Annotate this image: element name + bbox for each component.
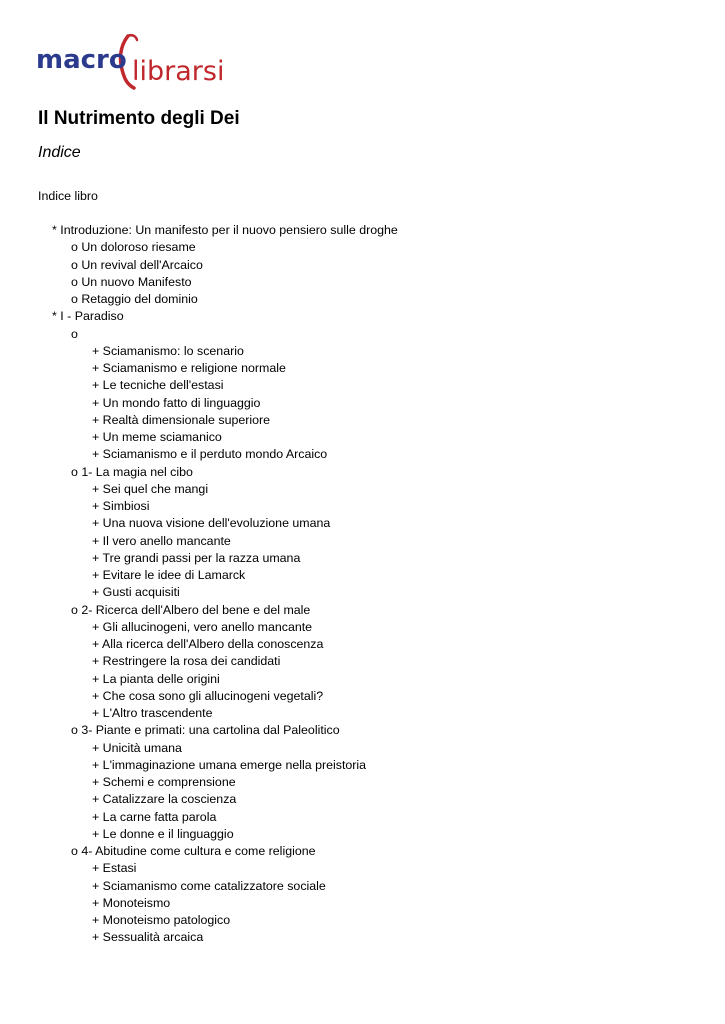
toc-item: o 2- Ricerca dell'Albero del bene e del male xyxy=(71,602,311,617)
toc-item: + Il vero anello mancante xyxy=(92,533,231,548)
toc-item: o 1- La magia nel cibo xyxy=(71,464,193,479)
toc-item: + Unicità umana xyxy=(92,740,182,755)
toc-item: + Monoteismo xyxy=(92,895,171,910)
toc-item: + Una nuova visione dell'evoluzione umana xyxy=(92,516,331,531)
toc-item: + Restringere la rosa dei candidati xyxy=(92,654,281,669)
toc-item: + Evitare le idee di Lamarck xyxy=(92,568,246,582)
toc-item: + Monoteismo patologico xyxy=(92,913,231,927)
toc-item: + Che cosa sono gli allucinogeni vegetali? xyxy=(92,688,324,703)
toc-item: + Estasi xyxy=(92,861,137,876)
toc-item: + Alla ricerca dell'Albero della conoscenza xyxy=(92,637,324,651)
toc-item: o xyxy=(71,326,78,341)
intro-text: Indice libro xyxy=(38,189,98,203)
table-of-contents xyxy=(0,222,725,947)
toc-item: o Un revival dell'Arcaico xyxy=(71,257,203,272)
toc-item: + Sciamanismo e religione normale xyxy=(92,361,286,375)
toc-item: + Catalizzare la coscienza xyxy=(92,792,237,807)
logo-word-macro: macro xyxy=(36,45,127,75)
toc-item: o Un nuovo Manifesto xyxy=(71,274,192,289)
toc-item: + Tre grandi passi per la razza umana xyxy=(92,550,301,565)
toc-item: + Sciamanismo come catalizzatore sociale xyxy=(92,878,326,893)
logo-word-librarsi: librarsi xyxy=(132,56,225,87)
toc-item: + Sei quel che mangi xyxy=(92,481,209,496)
toc-item: + La pianta delle origini xyxy=(92,671,220,686)
toc-item: + Sciamanismo e il perduto mondo Arcaico xyxy=(92,447,328,462)
toc-item: + Realtà dimensionale superiore xyxy=(92,412,271,427)
toc-item: + Gli allucinogeni, vero anello mancante xyxy=(92,619,313,634)
logo-graphic xyxy=(36,30,236,90)
toc-item: + Le tecniche dell'estasi xyxy=(92,378,224,393)
toc-item: + L'immaginazione umana emerge nella preistoria xyxy=(92,757,367,772)
toc-item: + Sessualità arcaica xyxy=(92,930,204,945)
page-title: Il Nutrimento degli Dei xyxy=(38,108,240,129)
toc-item: + L'Altro trascendente xyxy=(92,706,213,720)
toc-item: o Retaggio del dominio xyxy=(71,292,198,306)
toc-item: + Un meme sciamanico xyxy=(92,430,222,444)
toc-item: * Introduzione: Un manifesto per il nuovo pensiero sulle droghe xyxy=(52,223,398,237)
toc-item: o 4- Abitudine come cultura e come religione xyxy=(71,844,316,858)
toc-item: + Un mondo fatto di linguaggio xyxy=(92,395,261,410)
macrolibrarsi-logo[interactable] xyxy=(36,30,236,90)
toc-item: + Le donne e il linguaggio xyxy=(92,826,234,841)
logo-swoosh-tail xyxy=(128,35,137,40)
toc-item: o Un doloroso riesame xyxy=(71,240,196,255)
toc-item: + Simbiosi xyxy=(92,499,150,513)
toc-item: + Schemi e comprensione xyxy=(92,775,236,789)
toc-item: o 3- Piante e primati: una cartolina dal Paleolitico xyxy=(71,723,340,738)
toc-item: * I - Paradiso xyxy=(52,309,124,324)
toc-item: + Gusti acquisiti xyxy=(92,585,180,600)
toc-item: + La carne fatta parola xyxy=(92,809,217,824)
section-subtitle: Indice xyxy=(38,144,81,161)
toc-item: + Sciamanismo: lo scenario xyxy=(92,343,244,358)
